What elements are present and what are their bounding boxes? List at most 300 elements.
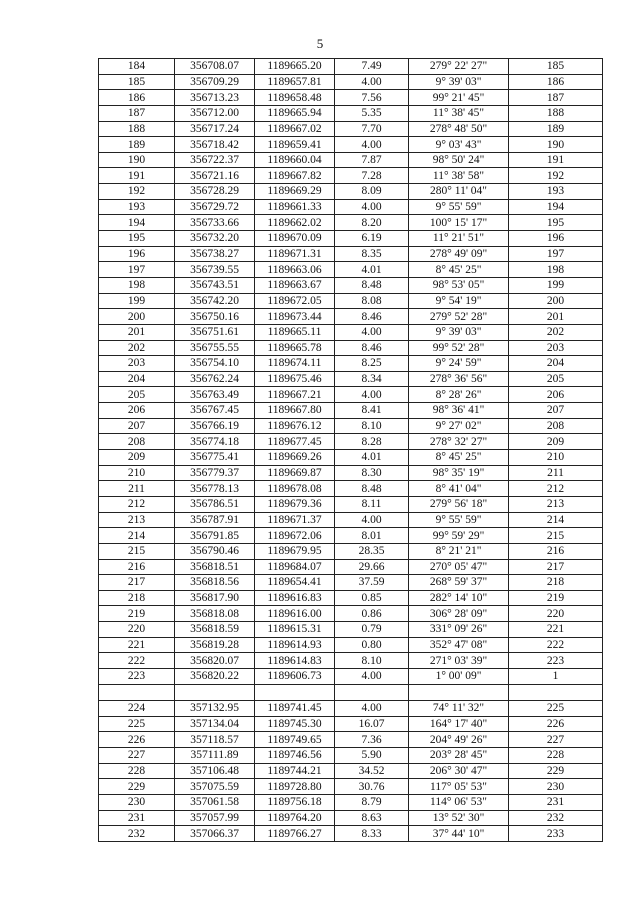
point-number-cell: 227 — [99, 748, 175, 764]
next-point-number-cell: 213 — [509, 496, 603, 512]
table-row — [99, 309, 603, 325]
distance-cell: 5.90 — [335, 748, 409, 764]
y-coordinate-cell: 1189744.21 — [255, 763, 335, 779]
x-coordinate-cell: 357061.58 — [175, 794, 255, 810]
x-coordinate-cell: 356729.72 — [175, 199, 255, 215]
distance-cell: 29.66 — [335, 559, 409, 575]
direction-angle-cell: 11° 21' 51" — [409, 231, 509, 247]
x-coordinate-cell: 357134.04 — [175, 716, 255, 732]
coordinates-table — [98, 58, 603, 842]
point-number-cell: 229 — [99, 779, 175, 795]
table-row — [99, 356, 603, 372]
next-point-number-cell: 197 — [509, 246, 603, 262]
point-number-cell: 217 — [99, 575, 175, 591]
direction-angle-cell: 278° 36' 56" — [409, 371, 509, 387]
point-number-cell: 223 — [99, 668, 175, 684]
distance-cell: 7.87 — [335, 152, 409, 168]
next-point-number-cell: 227 — [509, 732, 603, 748]
empty-cell — [409, 684, 509, 701]
table-row — [99, 637, 603, 653]
distance-cell: 7.36 — [335, 732, 409, 748]
next-point-number-cell: 219 — [509, 590, 603, 606]
table-row — [99, 826, 603, 842]
next-point-number-cell: 218 — [509, 575, 603, 591]
y-coordinate-cell: 1189745.30 — [255, 716, 335, 732]
x-coordinate-cell: 356721.16 — [175, 168, 255, 184]
point-number-cell: 203 — [99, 356, 175, 372]
point-number-cell: 202 — [99, 340, 175, 356]
direction-angle-cell: 99° 52' 28" — [409, 340, 509, 356]
next-point-number-cell: 205 — [509, 371, 603, 387]
direction-angle-cell: 99° 59' 29" — [409, 528, 509, 544]
point-number-cell: 207 — [99, 418, 175, 434]
next-point-number-cell: 222 — [509, 637, 603, 653]
y-coordinate-cell: 1189671.31 — [255, 246, 335, 262]
point-number-cell: 224 — [99, 701, 175, 717]
direction-angle-cell: 13° 52' 30" — [409, 810, 509, 826]
x-coordinate-cell: 357132.95 — [175, 701, 255, 717]
next-point-number-cell: 228 — [509, 748, 603, 764]
point-number-cell: 204 — [99, 371, 175, 387]
x-coordinate-cell: 357106.48 — [175, 763, 255, 779]
x-coordinate-cell: 356786.51 — [175, 496, 255, 512]
x-coordinate-cell: 356743.51 — [175, 277, 255, 293]
coordinates-table-body — [99, 59, 603, 842]
x-coordinate-cell: 356818.56 — [175, 575, 255, 591]
distance-cell: 8.20 — [335, 215, 409, 231]
y-coordinate-cell: 1189741.45 — [255, 701, 335, 717]
point-number-cell: 208 — [99, 434, 175, 450]
next-point-number-cell: 208 — [509, 418, 603, 434]
point-number-cell: 219 — [99, 606, 175, 622]
next-point-number-cell: 214 — [509, 512, 603, 528]
direction-angle-cell: 8° 45' 25" — [409, 262, 509, 278]
next-point-number-cell: 198 — [509, 262, 603, 278]
point-number-cell: 226 — [99, 732, 175, 748]
y-coordinate-cell: 1189665.11 — [255, 324, 335, 340]
next-point-number-cell: 191 — [509, 152, 603, 168]
table-row — [99, 59, 603, 75]
next-point-number-cell: 186 — [509, 74, 603, 90]
x-coordinate-cell: 357075.59 — [175, 779, 255, 795]
direction-angle-cell: 203° 28' 45" — [409, 748, 509, 764]
empty-cell — [255, 684, 335, 701]
direction-angle-cell: 98° 36' 41" — [409, 403, 509, 419]
point-number-cell: 215 — [99, 543, 175, 559]
point-number-cell: 218 — [99, 590, 175, 606]
y-coordinate-cell: 1189614.93 — [255, 637, 335, 653]
direction-angle-cell: 11° 38' 45" — [409, 105, 509, 121]
x-coordinate-cell: 356738.27 — [175, 246, 255, 262]
table-row — [99, 763, 603, 779]
next-point-number-cell: 223 — [509, 653, 603, 669]
point-number-cell: 225 — [99, 716, 175, 732]
distance-cell: 8.46 — [335, 309, 409, 325]
x-coordinate-cell: 356755.55 — [175, 340, 255, 356]
y-coordinate-cell: 1189669.26 — [255, 450, 335, 466]
point-number-cell: 191 — [99, 168, 175, 184]
distance-cell: 8.79 — [335, 794, 409, 810]
direction-angle-cell: 164° 17' 40" — [409, 716, 509, 732]
y-coordinate-cell: 1189678.08 — [255, 481, 335, 497]
y-coordinate-cell: 1189657.81 — [255, 74, 335, 90]
y-coordinate-cell: 1189606.73 — [255, 668, 335, 684]
next-point-number-cell: 1 — [509, 668, 603, 684]
direction-angle-cell: 114° 06' 53" — [409, 794, 509, 810]
y-coordinate-cell: 1189746.56 — [255, 748, 335, 764]
y-coordinate-cell: 1189672.06 — [255, 528, 335, 544]
direction-angle-cell: 9° 24' 59" — [409, 356, 509, 372]
direction-angle-cell: 11° 38' 58" — [409, 168, 509, 184]
distance-cell: 4.00 — [335, 701, 409, 717]
point-number-cell: 211 — [99, 481, 175, 497]
distance-cell: 8.48 — [335, 481, 409, 497]
distance-cell: 7.70 — [335, 121, 409, 137]
x-coordinate-cell: 356728.29 — [175, 184, 255, 200]
y-coordinate-cell: 1189616.00 — [255, 606, 335, 622]
table-row — [99, 231, 603, 247]
distance-cell: 8.33 — [335, 826, 409, 842]
distance-cell: 8.25 — [335, 356, 409, 372]
distance-cell: 7.49 — [335, 59, 409, 75]
y-coordinate-cell: 1189658.48 — [255, 90, 335, 106]
y-coordinate-cell: 1189728.80 — [255, 779, 335, 795]
y-coordinate-cell: 1189756.18 — [255, 794, 335, 810]
x-coordinate-cell: 356750.16 — [175, 309, 255, 325]
point-number-cell: 199 — [99, 293, 175, 309]
y-coordinate-cell: 1189661.33 — [255, 199, 335, 215]
y-coordinate-cell: 1189674.11 — [255, 356, 335, 372]
next-point-number-cell: 194 — [509, 199, 603, 215]
point-number-cell: 192 — [99, 184, 175, 200]
table-row — [99, 262, 603, 278]
point-number-cell: 196 — [99, 246, 175, 262]
table-row — [99, 559, 603, 575]
distance-cell: 30.76 — [335, 779, 409, 795]
direction-angle-cell: 99° 21' 45" — [409, 90, 509, 106]
table-row — [99, 465, 603, 481]
table-row — [99, 152, 603, 168]
table-row — [99, 403, 603, 419]
point-number-cell: 206 — [99, 403, 175, 419]
next-point-number-cell: 231 — [509, 794, 603, 810]
table-row — [99, 653, 603, 669]
point-number-cell: 221 — [99, 637, 175, 653]
table-row — [99, 732, 603, 748]
distance-cell: 8.09 — [335, 184, 409, 200]
empty-cell — [175, 684, 255, 701]
distance-cell: 8.28 — [335, 434, 409, 450]
x-coordinate-cell: 356818.51 — [175, 559, 255, 575]
direction-angle-cell: 271° 03' 39" — [409, 653, 509, 669]
direction-angle-cell: 8° 28' 26" — [409, 387, 509, 403]
point-number-cell: 232 — [99, 826, 175, 842]
y-coordinate-cell: 1189676.12 — [255, 418, 335, 434]
table-row — [99, 121, 603, 137]
table-row — [99, 748, 603, 764]
x-coordinate-cell: 356739.55 — [175, 262, 255, 278]
separator-row — [99, 684, 603, 701]
x-coordinate-cell: 356733.66 — [175, 215, 255, 231]
y-coordinate-cell: 1189667.21 — [255, 387, 335, 403]
x-coordinate-cell: 357111.89 — [175, 748, 255, 764]
y-coordinate-cell: 1189766.27 — [255, 826, 335, 842]
y-coordinate-cell: 1189679.36 — [255, 496, 335, 512]
y-coordinate-cell: 1189663.06 — [255, 262, 335, 278]
point-number-cell: 216 — [99, 559, 175, 575]
next-point-number-cell: 202 — [509, 324, 603, 340]
next-point-number-cell: 209 — [509, 434, 603, 450]
x-coordinate-cell: 356779.37 — [175, 465, 255, 481]
table-row — [99, 716, 603, 732]
x-coordinate-cell: 356718.42 — [175, 137, 255, 153]
point-number-cell: 231 — [99, 810, 175, 826]
point-number-cell: 187 — [99, 105, 175, 121]
distance-cell: 4.00 — [335, 324, 409, 340]
x-coordinate-cell: 356722.37 — [175, 152, 255, 168]
table-row — [99, 105, 603, 121]
direction-angle-cell: 280° 11' 04" — [409, 184, 509, 200]
point-number-cell: 190 — [99, 152, 175, 168]
x-coordinate-cell: 356742.20 — [175, 293, 255, 309]
direction-angle-cell: 98° 35' 19" — [409, 465, 509, 481]
next-point-number-cell: 206 — [509, 387, 603, 403]
table-row — [99, 199, 603, 215]
x-coordinate-cell: 356766.19 — [175, 418, 255, 434]
next-point-number-cell: 187 — [509, 90, 603, 106]
y-coordinate-cell: 1189662.02 — [255, 215, 335, 231]
x-coordinate-cell: 356778.13 — [175, 481, 255, 497]
point-number-cell: 194 — [99, 215, 175, 231]
y-coordinate-cell: 1189684.07 — [255, 559, 335, 575]
direction-angle-cell: 9° 03' 43" — [409, 137, 509, 153]
distance-cell: 4.00 — [335, 668, 409, 684]
distance-cell: 8.08 — [335, 293, 409, 309]
direction-angle-cell: 268° 59' 37" — [409, 575, 509, 591]
direction-angle-cell: 279° 56' 18" — [409, 496, 509, 512]
direction-angle-cell: 9° 27' 02" — [409, 418, 509, 434]
x-coordinate-cell: 356763.49 — [175, 387, 255, 403]
y-coordinate-cell: 1189660.04 — [255, 152, 335, 168]
next-point-number-cell: 210 — [509, 450, 603, 466]
direction-angle-cell: 98° 50' 24" — [409, 152, 509, 168]
table-row — [99, 293, 603, 309]
table-row — [99, 622, 603, 638]
next-point-number-cell: 233 — [509, 826, 603, 842]
table-row — [99, 590, 603, 606]
table-row — [99, 74, 603, 90]
table-row — [99, 277, 603, 293]
next-point-number-cell: 229 — [509, 763, 603, 779]
direction-angle-cell: 204° 49' 26" — [409, 732, 509, 748]
distance-cell: 0.86 — [335, 606, 409, 622]
y-coordinate-cell: 1189764.20 — [255, 810, 335, 826]
next-point-number-cell: 211 — [509, 465, 603, 481]
x-coordinate-cell: 356712.00 — [175, 105, 255, 121]
table-row — [99, 168, 603, 184]
point-number-cell: 212 — [99, 496, 175, 512]
direction-angle-cell: 279° 22' 27" — [409, 59, 509, 75]
point-number-cell: 189 — [99, 137, 175, 153]
y-coordinate-cell: 1189663.67 — [255, 277, 335, 293]
x-coordinate-cell: 356820.22 — [175, 668, 255, 684]
next-point-number-cell: 188 — [509, 105, 603, 121]
table-row — [99, 418, 603, 434]
y-coordinate-cell: 1189654.41 — [255, 575, 335, 591]
table-row — [99, 575, 603, 591]
direction-angle-cell: 117° 05' 53" — [409, 779, 509, 795]
point-number-cell: 205 — [99, 387, 175, 403]
direction-angle-cell: 282° 14' 10" — [409, 590, 509, 606]
empty-cell — [335, 684, 409, 701]
next-point-number-cell: 203 — [509, 340, 603, 356]
distance-cell: 0.80 — [335, 637, 409, 653]
next-point-number-cell: 212 — [509, 481, 603, 497]
distance-cell: 8.35 — [335, 246, 409, 262]
table-row — [99, 543, 603, 559]
point-number-cell: 213 — [99, 512, 175, 528]
x-coordinate-cell: 356717.24 — [175, 121, 255, 137]
point-number-cell: 188 — [99, 121, 175, 137]
x-coordinate-cell: 356820.07 — [175, 653, 255, 669]
direction-angle-cell: 278° 32' 27" — [409, 434, 509, 450]
y-coordinate-cell: 1189665.78 — [255, 340, 335, 356]
distance-cell: 8.01 — [335, 528, 409, 544]
x-coordinate-cell: 356751.61 — [175, 324, 255, 340]
x-coordinate-cell: 356754.10 — [175, 356, 255, 372]
distance-cell: 7.56 — [335, 90, 409, 106]
y-coordinate-cell: 1189679.95 — [255, 543, 335, 559]
table-row — [99, 90, 603, 106]
direction-angle-cell: 8° 41' 04" — [409, 481, 509, 497]
table-row — [99, 387, 603, 403]
next-point-number-cell: 195 — [509, 215, 603, 231]
next-point-number-cell: 215 — [509, 528, 603, 544]
direction-angle-cell: 8° 45' 25" — [409, 450, 509, 466]
next-point-number-cell: 192 — [509, 168, 603, 184]
point-number-cell: 214 — [99, 528, 175, 544]
point-number-cell: 200 — [99, 309, 175, 325]
y-coordinate-cell: 1189675.46 — [255, 371, 335, 387]
page-number: 5 — [316, 36, 324, 51]
y-coordinate-cell: 1189673.44 — [255, 309, 335, 325]
table-row — [99, 215, 603, 231]
table-row — [99, 450, 603, 466]
x-coordinate-cell: 356817.90 — [175, 590, 255, 606]
distance-cell: 0.79 — [335, 622, 409, 638]
table-row — [99, 481, 603, 497]
direction-angle-cell: 9° 39' 03" — [409, 324, 509, 340]
direction-angle-cell: 9° 55' 59" — [409, 512, 509, 528]
distance-cell: 16.07 — [335, 716, 409, 732]
x-coordinate-cell: 356819.28 — [175, 637, 255, 653]
distance-cell: 8.48 — [335, 277, 409, 293]
direction-angle-cell: 8° 21' 21" — [409, 543, 509, 559]
point-number-cell: 222 — [99, 653, 175, 669]
x-coordinate-cell: 356709.29 — [175, 74, 255, 90]
distance-cell: 8.34 — [335, 371, 409, 387]
next-point-number-cell: 201 — [509, 309, 603, 325]
x-coordinate-cell: 356774.18 — [175, 434, 255, 450]
next-point-number-cell: 207 — [509, 403, 603, 419]
point-number-cell: 230 — [99, 794, 175, 810]
y-coordinate-cell: 1189669.29 — [255, 184, 335, 200]
x-coordinate-cell: 357066.37 — [175, 826, 255, 842]
x-coordinate-cell: 356790.46 — [175, 543, 255, 559]
y-coordinate-cell: 1189677.45 — [255, 434, 335, 450]
next-point-number-cell: 230 — [509, 779, 603, 795]
next-point-number-cell: 232 — [509, 810, 603, 826]
y-coordinate-cell: 1189749.65 — [255, 732, 335, 748]
table-row — [99, 606, 603, 622]
y-coordinate-cell: 1189671.37 — [255, 512, 335, 528]
direction-angle-cell: 278° 48' 50" — [409, 121, 509, 137]
direction-angle-cell: 100° 15' 17" — [409, 215, 509, 231]
distance-cell: 4.00 — [335, 512, 409, 528]
point-number-cell: 193 — [99, 199, 175, 215]
direction-angle-cell: 37° 44' 10" — [409, 826, 509, 842]
x-coordinate-cell: 356762.24 — [175, 371, 255, 387]
next-point-number-cell: 193 — [509, 184, 603, 200]
distance-cell: 4.00 — [335, 387, 409, 403]
x-coordinate-cell: 356818.08 — [175, 606, 255, 622]
table-row — [99, 324, 603, 340]
direction-angle-cell: 74° 11' 32" — [409, 701, 509, 717]
distance-cell: 4.00 — [335, 137, 409, 153]
x-coordinate-cell: 356818.59 — [175, 622, 255, 638]
point-number-cell: 228 — [99, 763, 175, 779]
distance-cell: 6.19 — [335, 231, 409, 247]
x-coordinate-cell: 357118.57 — [175, 732, 255, 748]
next-point-number-cell: 185 — [509, 59, 603, 75]
y-coordinate-cell: 1189659.41 — [255, 137, 335, 153]
x-coordinate-cell: 356713.23 — [175, 90, 255, 106]
x-coordinate-cell: 356787.91 — [175, 512, 255, 528]
direction-angle-cell: 279° 52' 28" — [409, 309, 509, 325]
y-coordinate-cell: 1189665.94 — [255, 105, 335, 121]
point-number-cell: 184 — [99, 59, 175, 75]
x-coordinate-cell: 356791.85 — [175, 528, 255, 544]
point-number-cell: 198 — [99, 277, 175, 293]
distance-cell: 4.01 — [335, 262, 409, 278]
table-row — [99, 246, 603, 262]
distance-cell: 4.01 — [335, 450, 409, 466]
distance-cell: 28.35 — [335, 543, 409, 559]
direction-angle-cell: 9° 55' 59" — [409, 199, 509, 215]
next-point-number-cell: 189 — [509, 121, 603, 137]
next-point-number-cell: 221 — [509, 622, 603, 638]
distance-cell: 8.30 — [335, 465, 409, 481]
next-point-number-cell: 200 — [509, 293, 603, 309]
y-coordinate-cell: 1189669.87 — [255, 465, 335, 481]
point-number-cell: 186 — [99, 90, 175, 106]
next-point-number-cell: 204 — [509, 356, 603, 372]
direction-angle-cell: 1° 00' 09" — [409, 668, 509, 684]
y-coordinate-cell: 1189672.05 — [255, 293, 335, 309]
next-point-number-cell: 225 — [509, 701, 603, 717]
distance-cell: 8.46 — [335, 340, 409, 356]
distance-cell: 7.28 — [335, 168, 409, 184]
x-coordinate-cell: 356732.20 — [175, 231, 255, 247]
direction-angle-cell: 270° 05' 47" — [409, 559, 509, 575]
next-point-number-cell: 199 — [509, 277, 603, 293]
x-coordinate-cell: 357057.99 — [175, 810, 255, 826]
direction-angle-cell: 9° 39' 03" — [409, 74, 509, 90]
point-number-cell: 197 — [99, 262, 175, 278]
y-coordinate-cell: 1189667.80 — [255, 403, 335, 419]
point-number-cell: 185 — [99, 74, 175, 90]
distance-cell: 8.63 — [335, 810, 409, 826]
